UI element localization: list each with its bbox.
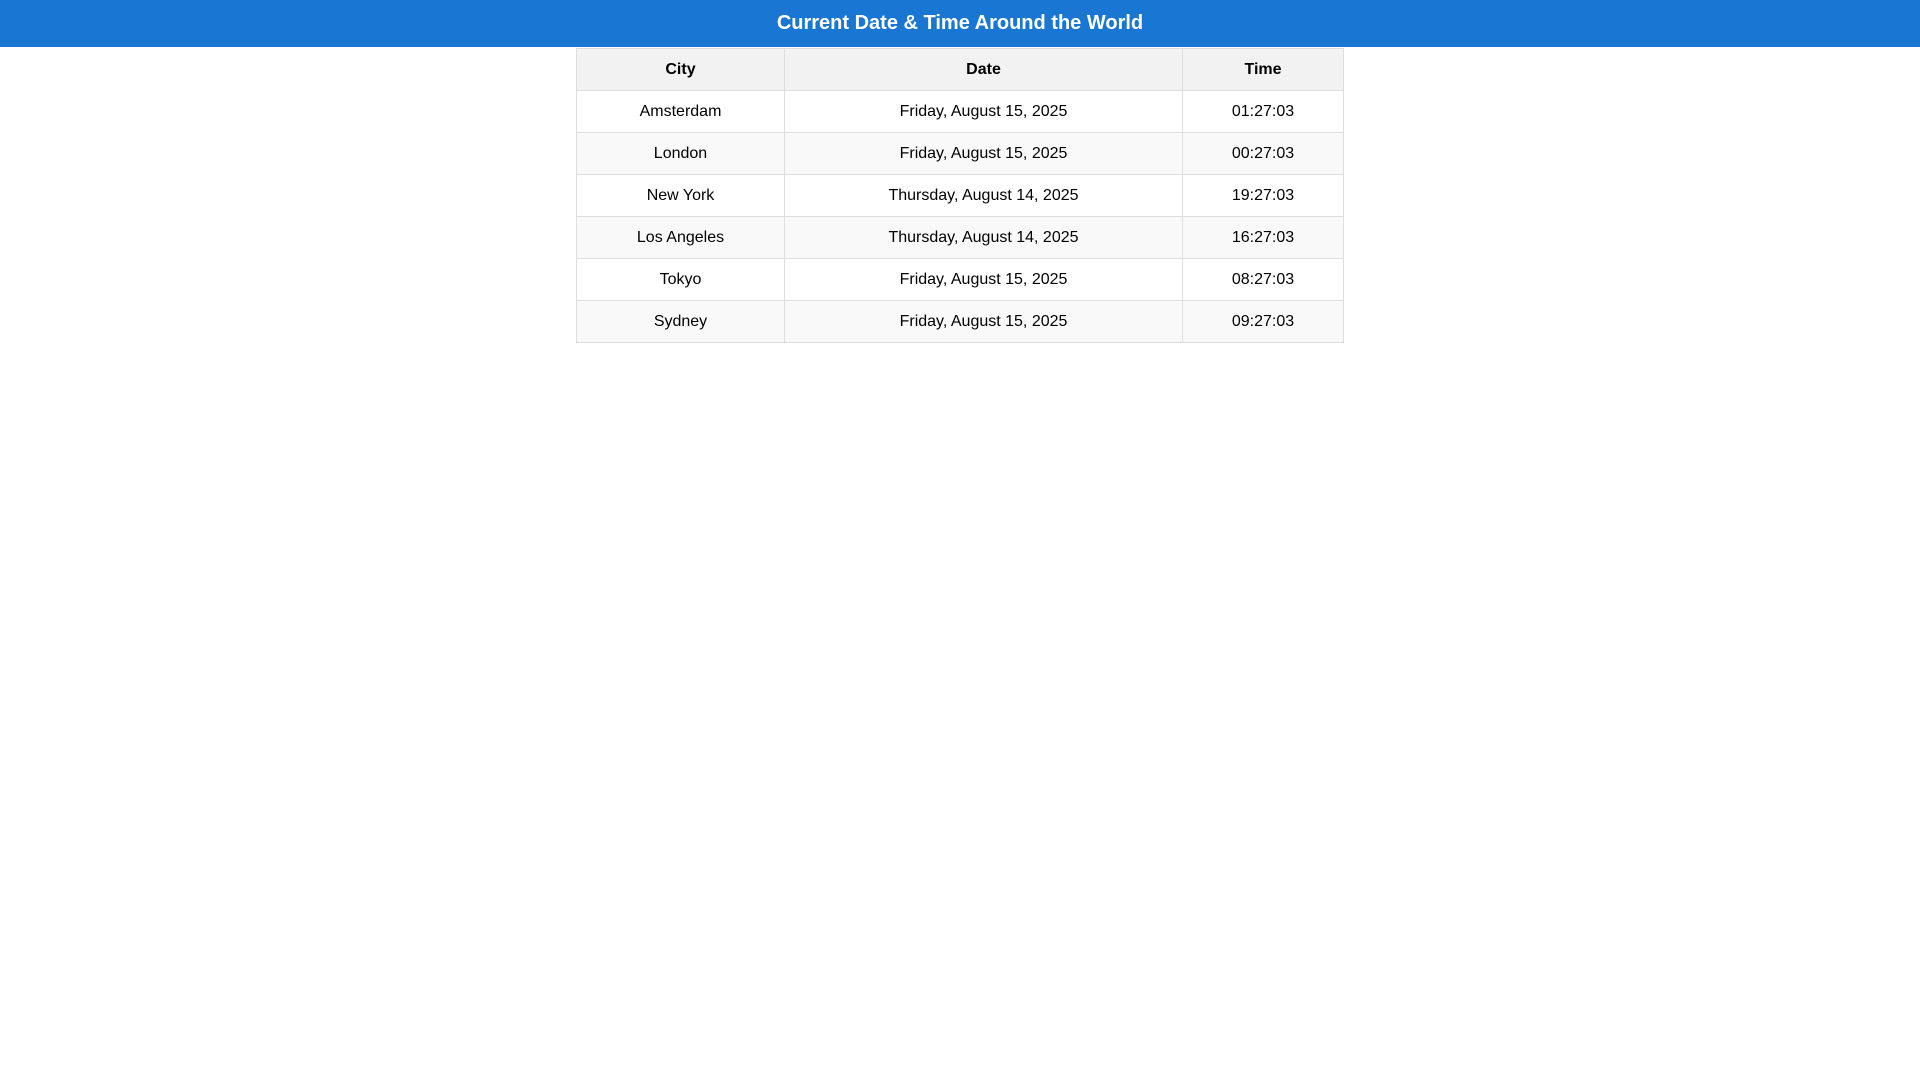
date-cell: Friday, August 15, 2025 [785, 133, 1183, 175]
date-cell: Friday, August 15, 2025 [785, 301, 1183, 343]
city-cell: Tokyo [577, 259, 785, 301]
time-cell: 01:27:03 [1183, 91, 1344, 133]
date-cell: Friday, August 15, 2025 [785, 91, 1183, 133]
table-row [577, 259, 1344, 301]
table-row [577, 217, 1344, 259]
time-cell: 19:27:03 [1183, 175, 1344, 217]
page-header [0, 0, 1920, 47]
column-header-time: Time [1183, 49, 1344, 91]
table-body [577, 91, 1344, 343]
city-cell: Sydney [577, 301, 785, 343]
time-cell: 16:27:03 [1183, 217, 1344, 259]
date-cell: Thursday, August 14, 2025 [785, 175, 1183, 217]
time-cell: 00:27:03 [1183, 133, 1344, 175]
city-cell: Los Angeles [577, 217, 785, 259]
date-cell: Friday, August 15, 2025 [785, 259, 1183, 301]
column-header-city: City [577, 49, 785, 91]
time-cell: 09:27:03 [1183, 301, 1344, 343]
page-title: Current Date & Time Around the World [776, 12, 1144, 34]
table-header-row [577, 49, 1344, 91]
table-row [577, 301, 1344, 343]
table-row [577, 175, 1344, 217]
table-row [577, 91, 1344, 133]
city-cell: Amsterdam [577, 91, 785, 133]
city-cell: New York [577, 175, 785, 217]
world-time-table [576, 48, 1344, 343]
table-row [577, 133, 1344, 175]
column-header-date: Date [785, 49, 1183, 91]
time-cell: 08:27:03 [1183, 259, 1344, 301]
world-time-table-container [0, 47, 1920, 343]
date-cell: Thursday, August 14, 2025 [785, 217, 1183, 259]
city-cell: London [577, 133, 785, 175]
table-header [577, 49, 1344, 91]
